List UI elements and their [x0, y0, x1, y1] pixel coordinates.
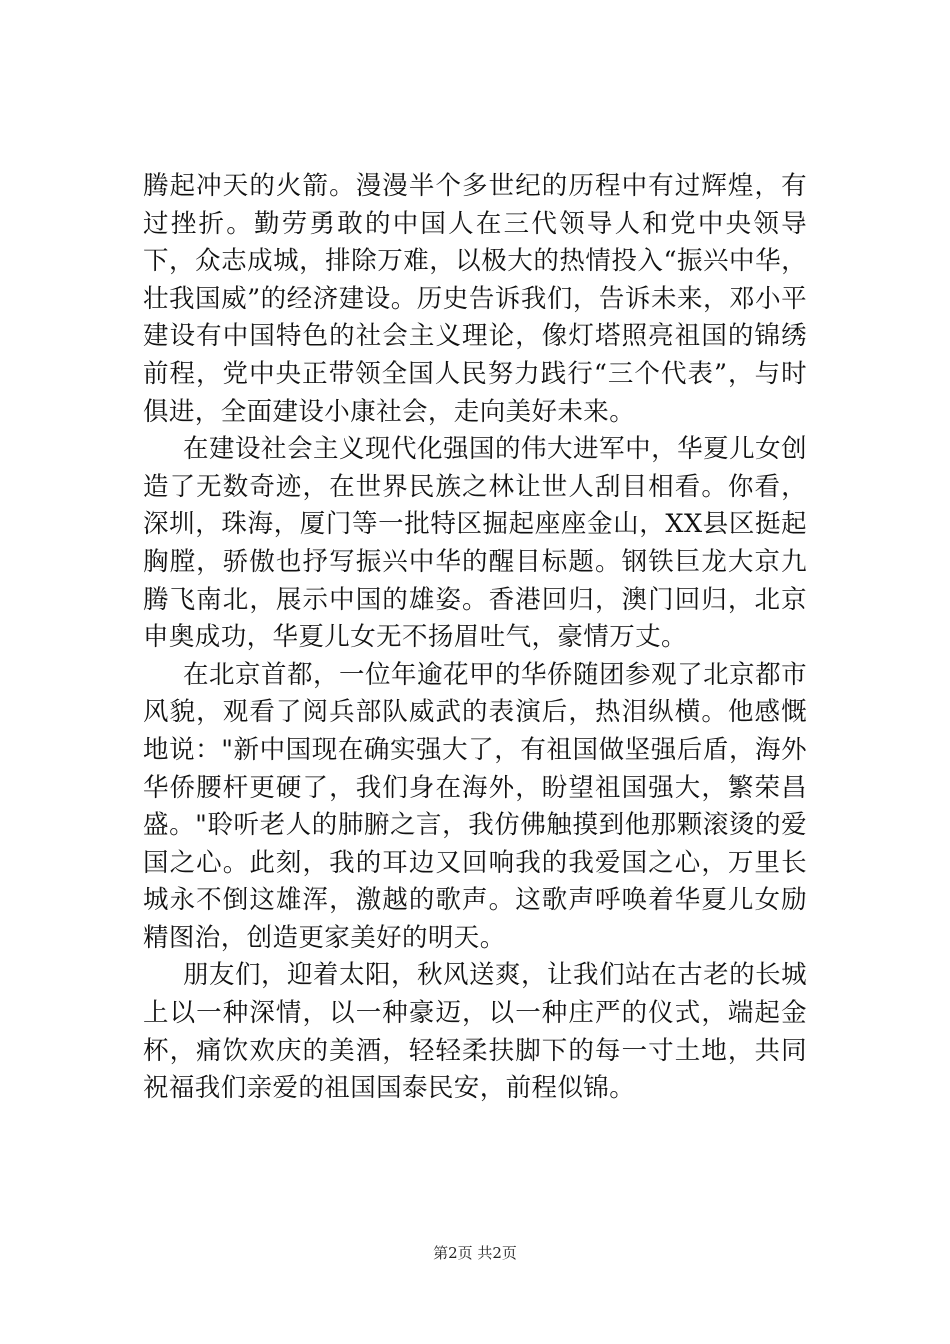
paragraph-2: 在建设社会主义现代化强国的伟大进军中，华夏儿女创造了无数奇迹，在世界民族之林让世人刮目相看。你看，深圳，珠海，厦门等一批特区掘起座座金山，XX县区挺起胸膛，骄傲也抒写振兴中华的醒目标题。钢铁巨龙大京九腾飞南北，展示中国的雄姿。香港回归，澳门回归，北京申奥成功，华夏儿女无不扬眉吐气，豪情万丈。 — [143, 434, 807, 653]
page-footer: 第2页 共2页 — [433, 1244, 517, 1262]
paragraph-1: 腾起冲天的火箭。漫漫半个多世纪的历程中有过辉煌，有过挫折。勤劳勇敢的中国人在三代领导人和党中央领导下，众志成城，排除万难，以极大的热情投入“振兴中华，壮我国威”的经济建设。历史告诉我们，告诉未来，邓小平建设有中国特色的社会主义理论，像灯塔照亮祖国的锦绣前程，党中央正带领全国人民努力践行“三个代表”，与时俱进，全面建设小康社会，走向美好未来。 — [143, 171, 807, 427]
paragraph-3: 在北京首都，一位年逾花甲的华侨随团参观了北京都市风貌，观看了阅兵部队威武的表演后，热泪纵横。他感慨地说："新中国现在确实强大了，有祖国做坚强后盾，海外华侨腰杆更硬了，我们身在海外，盼望祖国强大，繁荣昌盛。"聆听老人的肺腑之言，我仿佛触摸到他那颗滚烫的爱国之心。此刻，我的耳边又回响我的我爱国之心，万里长城永不倒这雄浑，激越的歌声。这歌声呼唤着华夏儿女励精图治，创造更家美好的明天。 — [143, 659, 807, 953]
paragraph-4: 朋友们，迎着太阳，秋风送爽，让我们站在古老的长城上以一种深情，以一种豪迈，以一种庄严的仪式，端起金杯，痛饮欢庆的美酒，轻轻柔扶脚下的每一寸土地，共同祝福我们亲爱的祖国国泰民安，前程似锦。 — [143, 960, 807, 1104]
document-body — [143, 168, 807, 1108]
